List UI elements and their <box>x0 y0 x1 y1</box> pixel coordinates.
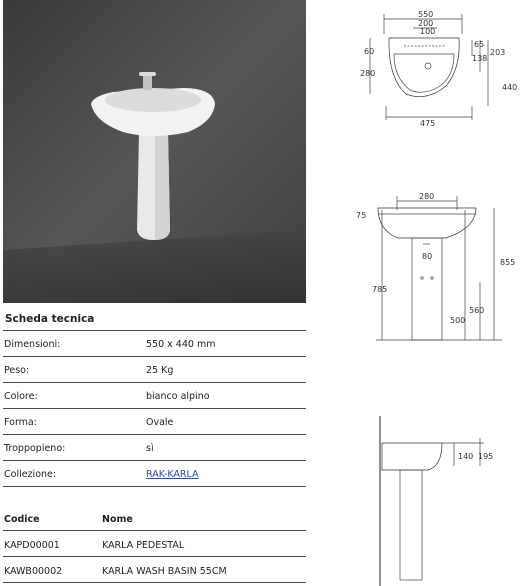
spec-value: 25 Kg <box>146 365 174 376</box>
spec-value <box>146 469 199 480</box>
spec-row-dimensions <box>3 331 306 357</box>
name-cell: KARLA PEDESTAL <box>102 540 185 551</box>
dim-label: 100 <box>420 27 436 36</box>
dim-label: 80 <box>422 252 433 261</box>
spec-label: Collezione: <box>4 469 57 480</box>
dim-label: 280 <box>360 69 376 78</box>
spec-row-shape <box>3 409 306 435</box>
front-view-diagram <box>352 190 530 350</box>
dim-label: 280 <box>419 192 435 201</box>
spec-value: bianco alpino <box>146 391 210 402</box>
product-photo <box>3 0 306 303</box>
spec-row-overflow <box>3 435 306 461</box>
codes-header <box>3 505 306 531</box>
table-row <box>3 531 306 557</box>
spec-value: sì <box>146 443 154 454</box>
table-row <box>3 557 306 583</box>
spec-row-collection <box>3 461 306 487</box>
spec-value: Ovale <box>146 417 174 428</box>
code-cell: KAWB00002 <box>4 566 63 577</box>
spec-value: 550 x 440 mm <box>146 339 216 350</box>
dim-label: 75 <box>356 211 367 220</box>
code-cell: KAPD00001 <box>4 540 60 551</box>
collection-link[interactable]: RAK-KARLA <box>146 469 199 480</box>
dim-label: 203 <box>490 48 506 57</box>
top-view-diagram <box>356 6 526 126</box>
spec-label: Colore: <box>4 391 38 402</box>
spec-table <box>3 304 306 487</box>
spec-label: Dimensioni: <box>4 339 61 350</box>
dim-label: 138 <box>472 54 488 63</box>
spec-label: Troppopieno: <box>4 443 66 454</box>
dim-label: 785 <box>372 285 388 294</box>
dim-label: 500 <box>450 316 466 325</box>
spec-row-weight <box>3 357 306 383</box>
spec-row-color <box>3 383 306 409</box>
dim-label: 475 <box>420 119 436 126</box>
spec-label: Peso: <box>4 365 30 376</box>
dim-label: 550 <box>418 10 434 19</box>
dim-label: 440 <box>502 83 518 92</box>
dim-label: 60 <box>364 47 375 56</box>
spec-title: Scheda tecnica <box>3 304 306 331</box>
dim-label: 65 <box>474 40 485 49</box>
dim-label: 140 <box>458 452 474 461</box>
side-view-diagram <box>372 416 502 586</box>
codes-table <box>3 505 306 583</box>
dim-label: 855 <box>500 258 516 267</box>
dim-label: 195 <box>478 452 494 461</box>
dim-label: 560 <box>469 306 485 315</box>
dim-label: 200 <box>418 19 434 28</box>
codes-header-code: Codice <box>4 514 40 525</box>
codes-header-name: Nome <box>102 514 133 525</box>
spec-label: Forma: <box>4 417 37 428</box>
name-cell: KARLA WASH BASIN 55CM <box>102 566 227 577</box>
